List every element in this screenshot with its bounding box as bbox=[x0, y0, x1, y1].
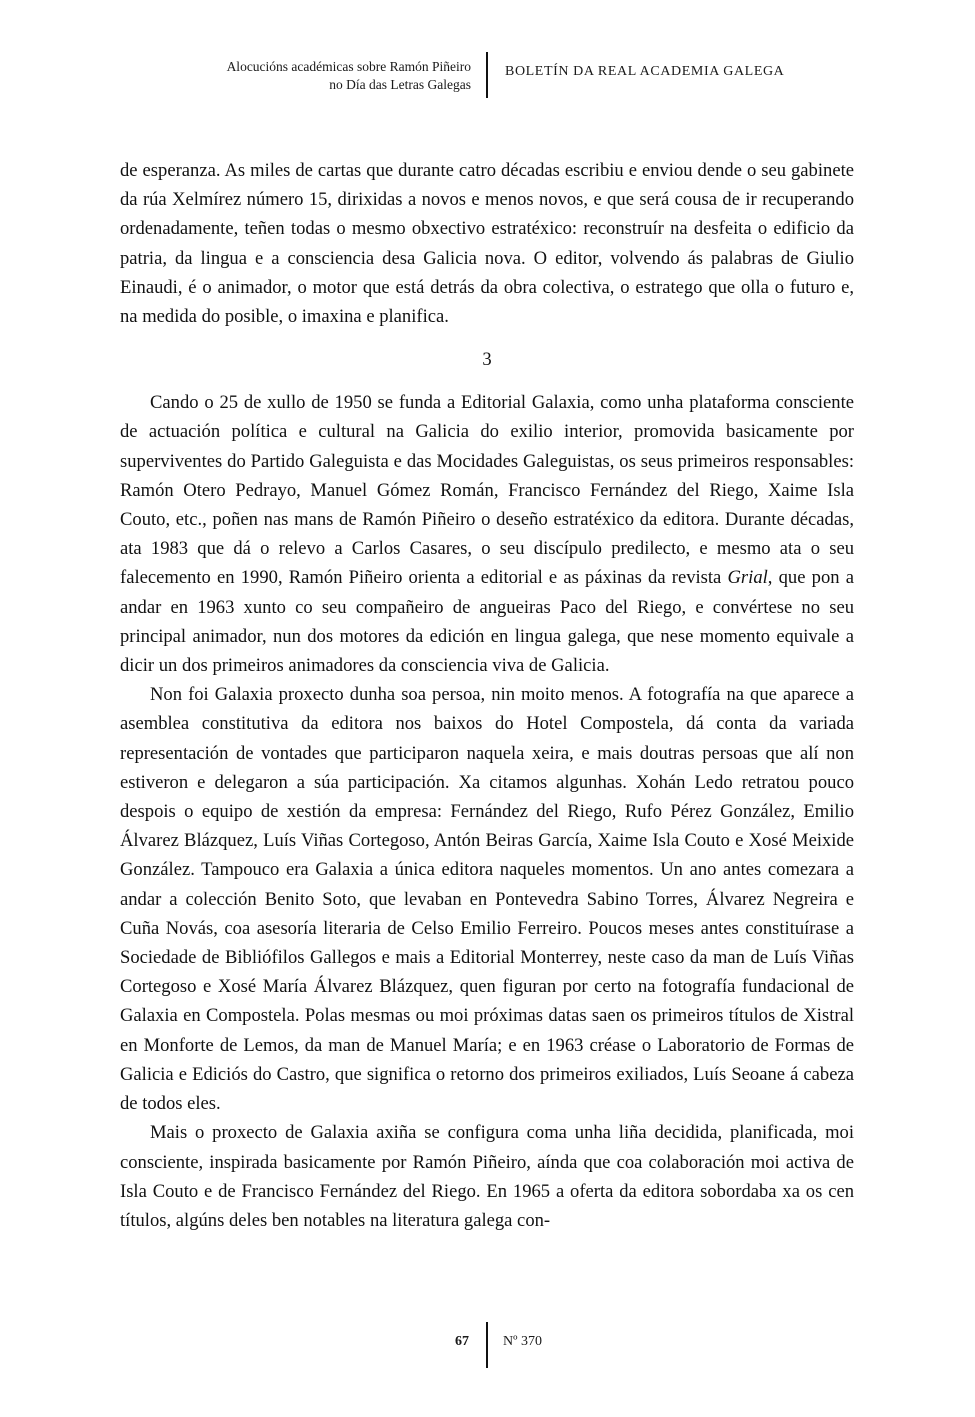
footer-divider bbox=[486, 1322, 488, 1368]
paragraph-galaxia-founding bbox=[120, 388, 854, 680]
header-title-line-1: Alocucións académicas sobre Ramón Piñeiro bbox=[226, 59, 471, 74]
paragraph-text: , que pon a andar en 1963 xunto co seu compañeiro de angueiras Paco del Riego, e convértese no seu principal animador, nun dos motores da edición en lingua galega, que nese momento equivale a dicir un dos primeiros animadores da consciencia viva de Galicia. bbox=[120, 567, 854, 677]
section-number: 3 bbox=[482, 349, 492, 371]
issue-number: Nº 370 bbox=[503, 1334, 542, 1349]
journal-title-italic: Grial bbox=[727, 567, 768, 589]
header-journal-title: BOLETÍN DA REAL ACADEMIA GALEGA bbox=[505, 64, 785, 79]
page-body bbox=[120, 156, 854, 1235]
paragraph-galaxia-collaborators: Non foi Galaxia proxecto dunha soa persoa, nin moito menos. A fotografía na que aparece a asemblea constitutiva da editora nos baixos do Hotel Compostela, dá conta da variada representación de vontades que participaron naquela xeira, e mais doutras persoas que alí non estiveron e delegaron a súa participación. Xa citamos algunhas. Xohán Ledo retratou pouco despois o equipo de xestión da empresa: Fernández del Riego, Rufo Pérez González, Emilio Álvarez Blázquez, Luís Viñas Cortegoso, Antón Beiras García, Xaime Isla Couto e Xosé Meixide González. Tampouco era Galaxia a única editora naqueles momentos. Un ano antes comezara a andar a colección Benito Soto, que levaban en Pontevedra Sabino Torres, Álvarez Negreira e Cuña Novás, coa asesoría literaria de Celso Emilio Ferreiro. Poucos meses antes constituírase a Sociedade de Bibliófilos Gallegos e mais a Editorial Monterrey, neste caso da man de Luís Viñas Cortegoso e Xosé María Álvarez Blázquez, quen figuran por certo na fotografía fundacional de Galaxia en Compostela. Polas mesmas ou moi próximas datas saen os primeiros títulos de Xistral en Monforte de Lemos, da man de Manuel María; e en 1963 créase o Laboratorio de Formas de Galicia e Ediciós do Castro, que significa o retorno dos primeiros exiliados, Luís Seoane á cabeza de todos eles. bbox=[120, 684, 854, 1115]
header-title-line-2: no Día das Letras Galegas bbox=[329, 77, 471, 92]
running-footer bbox=[0, 1322, 975, 1372]
paragraph-continuation: de esperanza. As miles de cartas que durante catro décadas escribiu e enviou dende o seu gabinete da rúa Xelmírez número 15, dirixidas a novos e menos novos, e que será cousa de ir recuperando ordenadamente, teñen todas o mesmo obxectivo estratéxico: reconstruír na desfeita o edificio da patria, da lingua e a consciencia desa Galicia nova. O editor, volvendo ás palabras de Giulio Einaudi, é o animador, o motor que está detrás da obra colectiva, o estratego que olla o futuro e, na medida do posible, o imaxina e planifica. bbox=[120, 160, 854, 328]
running-header bbox=[0, 52, 975, 100]
header-article-title bbox=[227, 58, 471, 94]
paragraph-text: Cando o 25 de xullo de 1950 se funda a Editorial Galaxia, como unha plataforma consciente de actuación política e cultural na Galicia do exilio interior, promovida basicamente por superviventes do Partido Galeguista e das Mocidades Galeguistas, os seus primeiros responsables: Ramón Otero Pedrayo, Manuel Gómez Román, Francisco Fernández del Riego, Xaime Isla Couto, etc., poñen nas mans de Ramón Piñeiro o deseño estratéxico da editora. Durante décadas, ata 1983 que dá o relevo a Carlos Casares, o seu discípulo predilecto, e mesmo ata o seu falecemento en 1990, Ramón Piñeiro orienta a editorial e as páxinas da revista bbox=[120, 392, 854, 589]
page-number: 67 bbox=[455, 1334, 469, 1349]
header-divider bbox=[486, 52, 488, 98]
paragraph-galaxia-project: Mais o proxecto de Galaxia axiña se configura coma unha liña decidida, planificada, moi consciente, inspirada basicamente por Ramón Piñeiro, aínda que coa colaboración moi activa de Isla Couto e de Francisco Fernández del Riego. En 1965 a oferta da editora sobordaba xa os cen títulos, algúns deles ben notables na literatura galega con- bbox=[120, 1122, 854, 1231]
